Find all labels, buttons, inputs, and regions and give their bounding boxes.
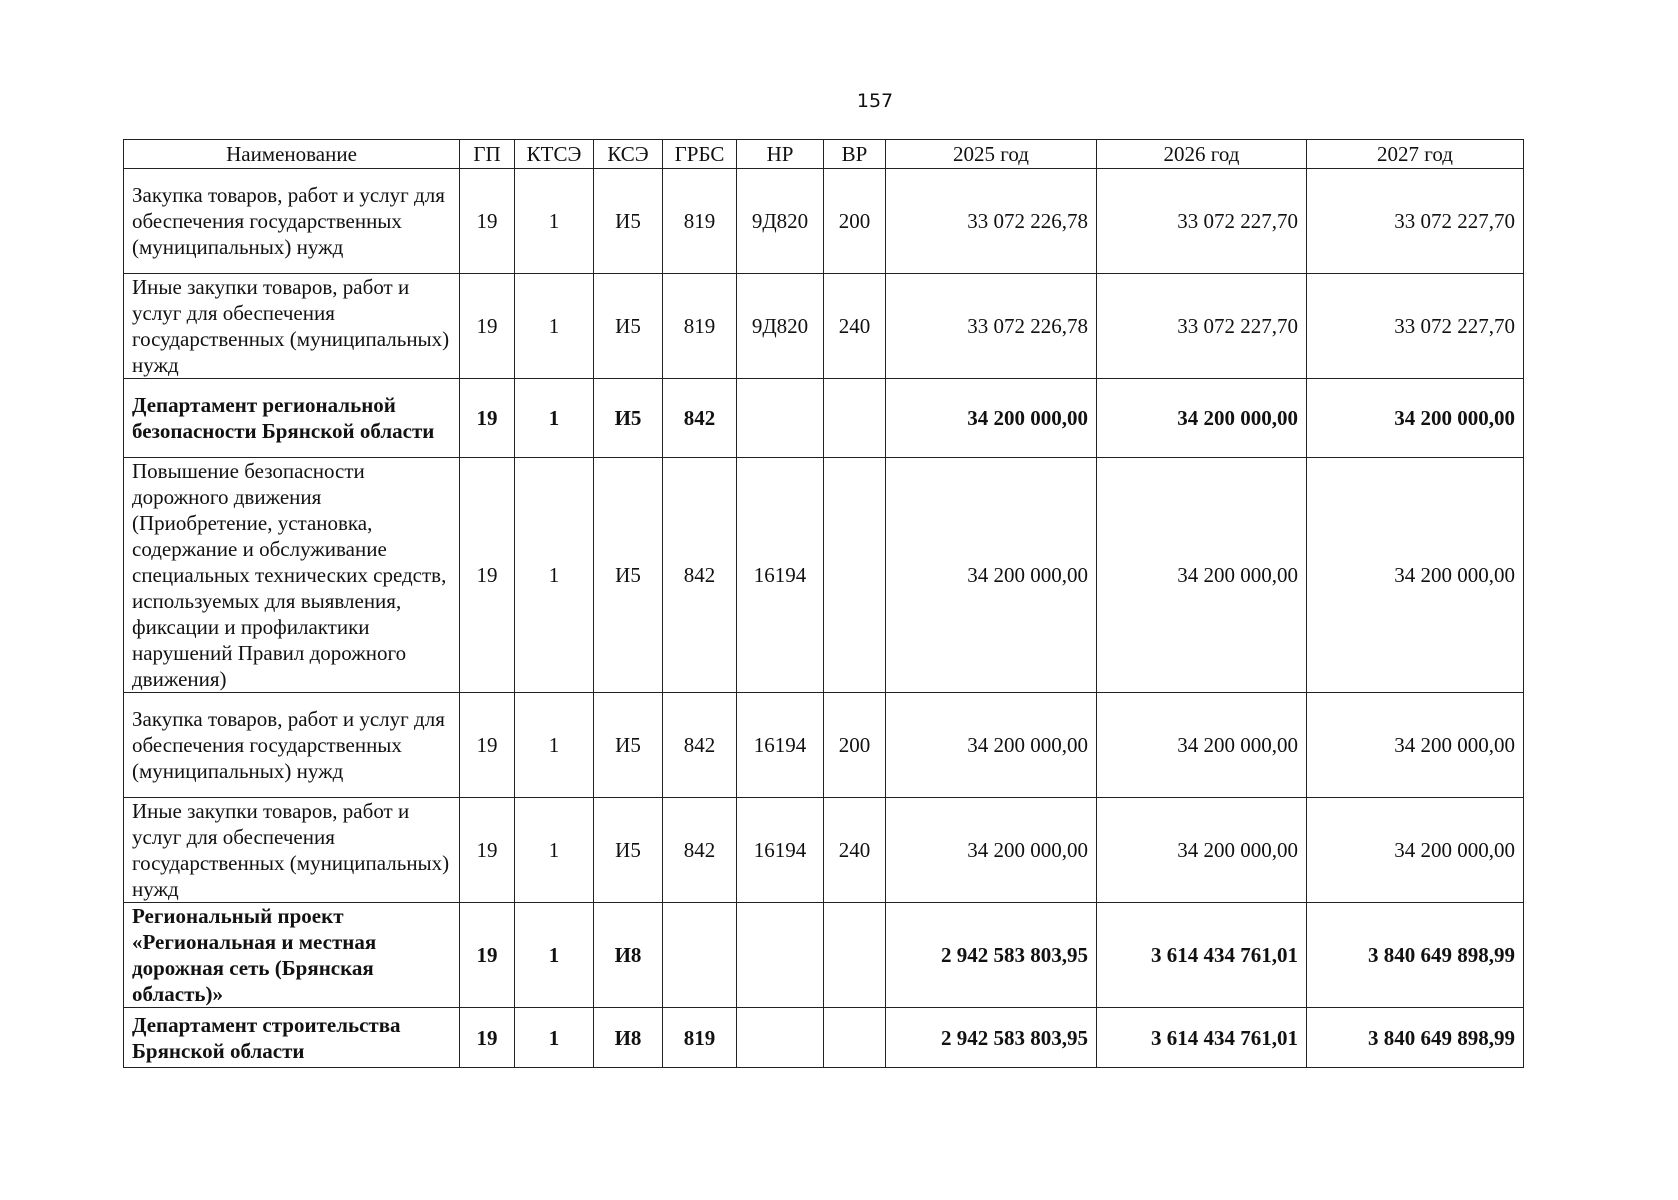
cell-name: Департамент региональной безопасности Брянской области [124,379,460,458]
cell-grbs: 819 [663,1008,737,1068]
cell-2026: 34 200 000,00 [1097,379,1307,458]
cell-2025: 2 942 583 803,95 [886,903,1097,1008]
page-number: 157 [856,90,894,112]
cell-gp: 19 [460,379,515,458]
header-grbs: ГРБС [663,140,737,169]
cell-2026: 33 072 227,70 [1097,274,1307,379]
cell-nr: 16194 [737,798,824,903]
cell-gp: 19 [460,798,515,903]
cell-nr: 16194 [737,458,824,693]
table-row [124,379,1524,458]
cell-kse: И5 [594,798,663,903]
cell-name: Иные закупки товаров, работ и услуг для обеспечения государственных (муниципальных) нужд [124,274,460,379]
header-2027: 2027 год [1307,140,1524,169]
cell-nr [737,1008,824,1068]
cell-kse: И5 [594,379,663,458]
cell-name: Повышение безопасности дорожного движения (Приобретение, установка, содержание и обслуживание специальных технических средств, используемых для выявления, фиксации и профилактики нарушений Правил дорожного движения) [124,458,460,693]
table-row [124,798,1524,903]
cell-vr: 240 [824,798,886,903]
cell-vr [824,903,886,1008]
cell-ktse: 1 [515,458,594,693]
cell-ktse: 1 [515,693,594,798]
cell-vr: 240 [824,274,886,379]
cell-2027: 34 200 000,00 [1307,798,1524,903]
table-row [124,1008,1524,1068]
cell-2025: 34 200 000,00 [886,458,1097,693]
header-nr: НР [737,140,824,169]
cell-2026: 34 200 000,00 [1097,693,1307,798]
cell-nr: 9Д820 [737,274,824,379]
table-row [124,458,1524,693]
table-row [124,903,1524,1008]
table-body [124,169,1524,1068]
cell-name: Закупка товаров, работ и услуг для обеспечения государственных (муниципальных) нужд [124,169,460,274]
cell-kse: И5 [594,169,663,274]
cell-ktse: 1 [515,1008,594,1068]
cell-nr [737,379,824,458]
cell-2025: 2 942 583 803,95 [886,1008,1097,1068]
header-ktse: КТСЭ [515,140,594,169]
cell-2027: 3 840 649 898,99 [1307,903,1524,1008]
cell-2026: 34 200 000,00 [1097,458,1307,693]
cell-gp: 19 [460,169,515,274]
table-header-row [124,140,1524,169]
cell-name: Департамент строительства Брянской области [124,1008,460,1068]
cell-grbs: 842 [663,798,737,903]
cell-grbs [663,903,737,1008]
cell-ktse: 1 [515,274,594,379]
cell-kse: И5 [594,458,663,693]
cell-gp: 19 [460,458,515,693]
cell-vr [824,379,886,458]
cell-nr: 9Д820 [737,169,824,274]
cell-grbs: 842 [663,693,737,798]
cell-grbs: 842 [663,458,737,693]
cell-gp: 19 [460,1008,515,1068]
cell-ktse: 1 [515,798,594,903]
cell-2025: 34 200 000,00 [886,693,1097,798]
cell-2026: 3 614 434 761,01 [1097,1008,1307,1068]
cell-2027: 34 200 000,00 [1307,379,1524,458]
cell-vr [824,1008,886,1068]
header-2025: 2025 год [886,140,1097,169]
cell-grbs: 819 [663,274,737,379]
budget-table [123,139,1524,1068]
cell-nr [737,903,824,1008]
cell-ktse: 1 [515,379,594,458]
cell-kse: И5 [594,274,663,379]
cell-2025: 34 200 000,00 [886,798,1097,903]
cell-nr: 16194 [737,693,824,798]
header-2026: 2026 год [1097,140,1307,169]
cell-2025: 34 200 000,00 [886,379,1097,458]
cell-2027: 33 072 227,70 [1307,274,1524,379]
cell-2027: 34 200 000,00 [1307,693,1524,798]
table-row [124,274,1524,379]
cell-name: Закупка товаров, работ и услуг для обеспечения государственных (муниципальных) нужд [124,693,460,798]
cell-kse: И5 [594,693,663,798]
cell-vr: 200 [824,169,886,274]
cell-name: Региональный проект «Региональная и местная дорожная сеть (Брянская область)» [124,903,460,1008]
cell-2025: 33 072 226,78 [886,169,1097,274]
header-kse: КСЭ [594,140,663,169]
cell-2027: 3 840 649 898,99 [1307,1008,1524,1068]
cell-name: Иные закупки товаров, работ и услуг для обеспечения государственных (муниципальных) нужд [124,798,460,903]
cell-2026: 34 200 000,00 [1097,798,1307,903]
cell-2026: 3 614 434 761,01 [1097,903,1307,1008]
cell-2027: 34 200 000,00 [1307,458,1524,693]
cell-2027: 33 072 227,70 [1307,169,1524,274]
cell-grbs: 819 [663,169,737,274]
cell-2026: 33 072 227,70 [1097,169,1307,274]
cell-kse: И8 [594,1008,663,1068]
cell-gp: 19 [460,274,515,379]
cell-2025: 33 072 226,78 [886,274,1097,379]
table-row [124,169,1524,274]
header-vr: ВР [824,140,886,169]
table-row [124,693,1524,798]
cell-vr: 200 [824,693,886,798]
header-gp: ГП [460,140,515,169]
header-name: Наименование [124,140,460,169]
cell-gp: 19 [460,903,515,1008]
cell-ktse: 1 [515,903,594,1008]
cell-ktse: 1 [515,169,594,274]
cell-vr [824,458,886,693]
cell-grbs: 842 [663,379,737,458]
cell-gp: 19 [460,693,515,798]
cell-kse: И8 [594,903,663,1008]
